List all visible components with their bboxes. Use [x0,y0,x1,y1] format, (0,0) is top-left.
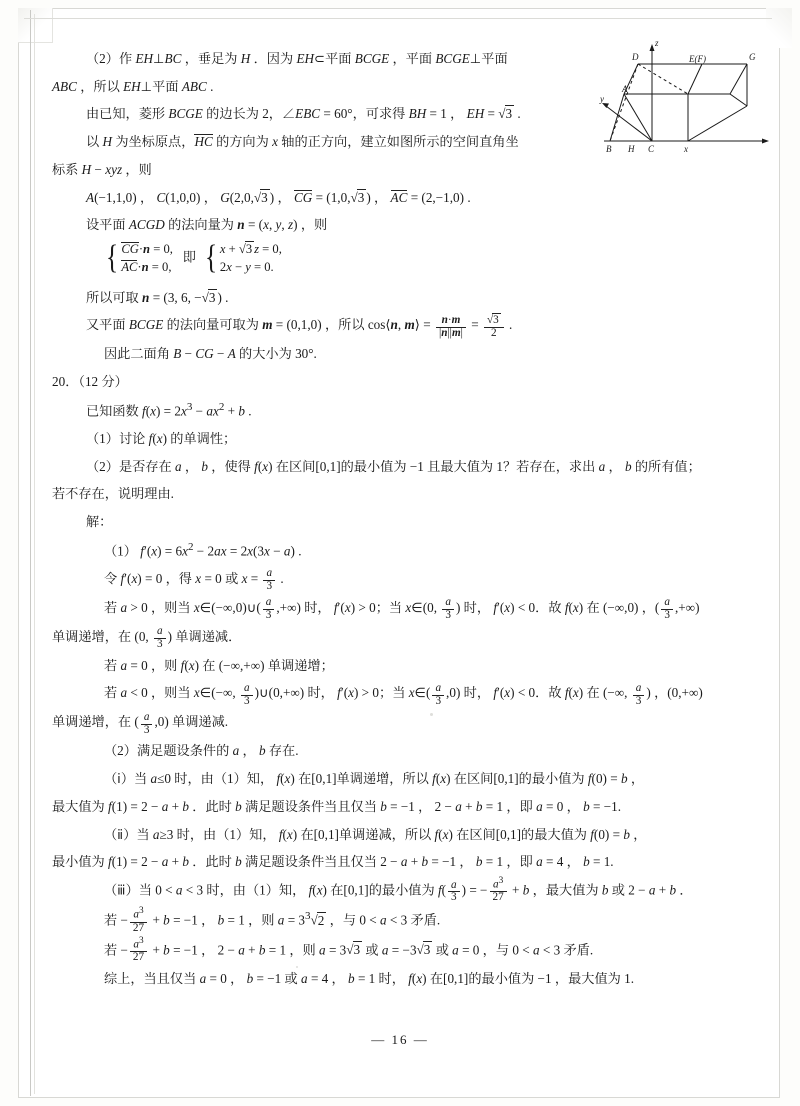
text-line: 设平面 ACGD 的法向量为 n = (x, y, z) ，则 [86,217,328,233]
label-E: E(F) [689,54,706,64]
text-line: 单调递增，在 ( $\frac{a}{3}$ ,0) 单调递减. [52,710,229,736]
label-G: G [749,52,756,62]
document-body [52,46,752,994]
text-line: 由已知，菱形 BCGE 的边长为 2，∠EBC = 60°，可求得 BH = 1 ， EH = √3 . [86,106,521,122]
text-line: 若 a = 0 ，则 f(x) 在 (−∞,+∞) 单调递增； [104,657,334,673]
text-line: 解： [86,514,113,530]
text-line: （2）满足题设条件的 a ， b 存在. [104,743,299,759]
label-x: x [684,144,688,154]
text-line: 若 a < 0 ，则当 x∈(−∞, $\frac{a}{3}$ )∪(0,+∞) 时， f′(x) > 0；当 x∈( $\frac{a}{3}$ ,0) 时， f′(x) < 0．故 f(x) 在 (−∞, $\frac{a}{3}$ ) ，(0,+∞) [104,681,703,707]
text-line: 综上，当且仅当 a = 0 ， b = −1 或 a = 4 ， b = 1 时， f(x) 在[0,1]的最小值为 −1 ，最大值为 1. [104,970,635,986]
text-line: 因此二面角 B − CG − A 的大小为 30°. [104,346,317,362]
text-line: A(−1,1,0) ， C(1,0,0) ， G(2,0,√3 ) ， CG = (1,0,√3 ) ， AC = (2,−1,0) . [86,189,471,205]
label-y: y [600,94,604,104]
text-line: 单调递增，在 (0, $\frac{a}{3}$ ) 单调递减． [52,625,242,650]
text-line: 所以可取 n = (3, 6, −√3 ) . [86,289,229,305]
text-line: 又平面 BCGE 的法向量可取为 m = (0,1,0) ，所以 cos⟨n, m⟩ = $\frac{n\cdot m}{|n||m|}$ = $\frac{√3}{2}$ . [86,313,513,339]
problem-heading-20: 20．（12 分） [52,374,128,390]
page-number: — 16 — [371,1032,429,1047]
prism-coordinate-figure [592,36,782,166]
label-z: z [655,38,659,48]
text-line: （2）是否存在 a ， b ，使得 f(x) 在区间[0,1]的最小值为 −1 且最大值为 1？若存在，求出 a ， b 的所有值； [86,458,701,474]
text-line: 若 a > 0 ，则当 x∈(−∞,0)∪( $\frac{a}{3}$ ,+∞) 时， f′(x) > 0；当 x∈(0, $\frac{a}{3}$ ) 时， f′(x) < 0．故 f(x) 在 (−∞,0) ，( $\frac{a}{3}$ ,+∞) [104,596,700,622]
label-C: C [648,144,655,154]
text-line: 标系 H − xyz ，则 [52,161,152,177]
text-line: 以 H 为坐标原点，HC 的方向为 x 轴的正方向，建立如图所示的空间直角坐 [86,134,519,150]
page-edge-left [30,10,31,1096]
label-B: B [606,144,612,154]
text-line: 令 f′(x) = 0 ，得 x = 0 或 x = $\frac{a}{3}$ . [104,567,284,593]
label-D: D [632,52,639,62]
text-line: 最小值为 f(1) = 2 − a + b ．此时 b 满足题设条件当且仅当 2 − a + b = −1 ， b = 1 ，即 a = 4 ， b = 1. [52,854,614,870]
page-edge-left-inner [34,14,35,1094]
text-line: （ⅰ）当 a≤0 时，由（1）知， f(x) 在[0,1]单调递增，所以 f(x) 在区间[0,1]的最小值为 f(0) = b ， [104,771,645,787]
equation-system: { CG·n = 0, AC·n = 0, 即 { x + √3 z = 0, 2x − y = 0. [106,239,282,277]
page-edge-top [24,18,772,19]
label-H: H [628,144,635,154]
text-line: （1） $f'(x) = 6x^2 - 2ax = 2x(3x - a)$ . [104,540,302,559]
text-line: 最大值为 f(1) = 2 − a + b ．此时 b 满足题设条件当且仅当 b = −1 ， 2 − a + b = 1 ，即 a = 0 ， b = −1. [52,798,622,814]
text-line: 若 − $\frac{a^3}{27}$ + b = −1 ， 2 − a + b = 1 ，则 a = 3√3 或 a = −3√3 或 a = 0 ，与 0 < a < 3 矛盾. [104,935,594,964]
text-line: 若 − $\frac{a^3}{27}$ + b = −1 ， b = 1 ，则 $a = 3^3√2$ ，与 0 < a < 3 矛盾. [104,906,441,934]
text-line: （ⅱ）当 a≥3 时，由（1）知， f(x) 在[0,1]单调递减，所以 f(x) 在区间[0,1]的最大值为 f(0) = b ， [104,826,647,842]
text-line: （ⅲ）当 0 < a < 3 时，由（1）知， f(x) 在[0,1]的最小值为 f( $\frac{a}{3}$ ) = − $\frac{a^3}{27}$ + b ，最大值为 b 或 2 − a + b ． [104,875,693,904]
label-A: A [622,84,628,94]
figure-svg [592,36,782,166]
text-line: （2）作 EH⊥BC ，垂足为 H ．因为 EH⊂平面 BCGE ，平面 BCGE⊥平面 [86,51,508,66]
page-corner-top-left [18,8,53,43]
text-line: （1）讨论 f(x) 的单调性； [86,430,237,446]
text-line: ABC ，所以 EH⊥平面 ABC . [52,78,214,94]
text-line: 已知函数 $f(x) = 2x^3 - ax^2 + b$ . [86,400,252,419]
text-line: 若不存在，说明理由. [52,486,174,502]
